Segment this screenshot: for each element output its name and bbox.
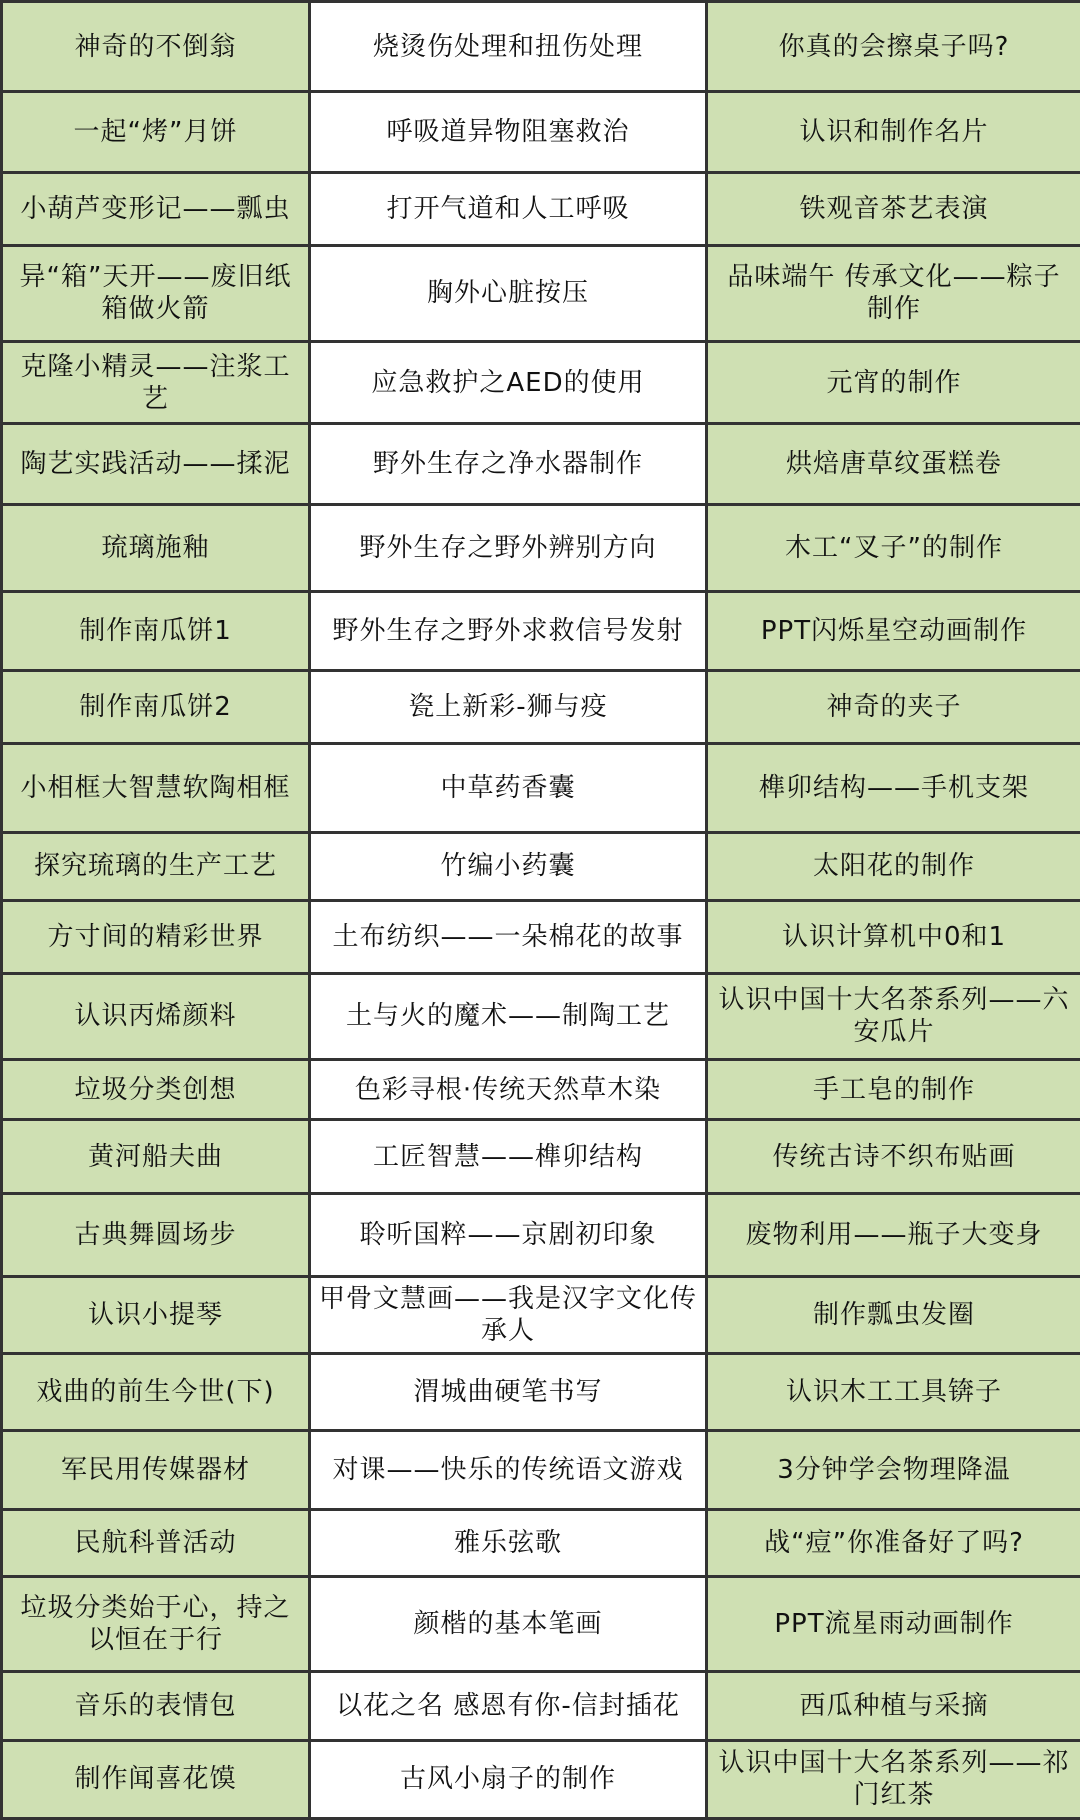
course-cell-middle: 野外生存之野外辨别方向 [310, 504, 707, 591]
course-cell-middle: 应急救护之AED的使用 [310, 342, 707, 424]
course-cell-middle: 野外生存之净水器制作 [310, 424, 707, 504]
table-row [2, 1509, 1080, 1577]
course-cell-right: 认识和制作名片 [707, 92, 1080, 172]
course-cell-right: 认识木工工具锛子 [707, 1354, 1080, 1431]
course-cell-right: 手工皂的制作 [707, 1059, 1080, 1120]
course-cell-middle: 渭城曲硬笔书写 [310, 1354, 707, 1431]
course-cell-middle: 聆听国粹——京剧初印象 [310, 1193, 707, 1277]
course-cell-left: 陶艺实践活动——揉泥 [2, 424, 310, 504]
table-row [2, 92, 1080, 172]
table-row [2, 504, 1080, 591]
table-row [2, 1277, 1080, 1354]
course-cell-left: 黄河船夫曲 [2, 1120, 310, 1193]
course-cell-right: 认识中国十大名茶系列——六安瓜片 [707, 973, 1080, 1059]
course-cell-right: 战“痘”你准备好了吗? [707, 1509, 1080, 1577]
course-cell-right: 制作瓢虫发圈 [707, 1277, 1080, 1354]
table-row [2, 1672, 1080, 1741]
course-cell-right: PPT流星雨动画制作 [707, 1577, 1080, 1672]
course-cell-right: 品味端午 传承文化——粽子制作 [707, 245, 1080, 341]
course-cell-middle: 瓷上新彩-狮与疫 [310, 670, 707, 743]
course-cell-middle: 呼吸道异物阻塞救治 [310, 92, 707, 172]
course-cell-right: 认识中国十大名茶系列——祁门红茶 [707, 1740, 1080, 1818]
table-row [2, 1193, 1080, 1277]
table-row [2, 900, 1080, 973]
course-cell-left: 戏曲的前生今世(下) [2, 1354, 310, 1431]
course-cell-left: 古典舞圆场步 [2, 1193, 310, 1277]
course-cell-left: 认识丙烯颜料 [2, 973, 310, 1059]
course-cell-right: 烘焙唐草纹蛋糕卷 [707, 424, 1080, 504]
table-row [2, 670, 1080, 743]
course-cell-middle: 甲骨文慧画——我是汉字文化传承人 [310, 1277, 707, 1354]
course-cell-middle: 对课——快乐的传统语文游戏 [310, 1430, 707, 1509]
table-row [2, 1059, 1080, 1120]
table-row [2, 1430, 1080, 1509]
course-cell-right: 铁观音茶艺表演 [707, 172, 1080, 245]
table-row [2, 833, 1080, 901]
course-cell-left: 制作南瓜饼2 [2, 670, 310, 743]
course-cell-right: 太阳花的制作 [707, 833, 1080, 901]
table-row [2, 245, 1080, 341]
course-cell-left: 异“箱”天开——废旧纸箱做火箭 [2, 245, 310, 341]
table-row [2, 424, 1080, 504]
course-cell-left: 音乐的表情包 [2, 1672, 310, 1741]
table-row [2, 1577, 1080, 1672]
course-cell-left: 探究琉璃的生产工艺 [2, 833, 310, 901]
course-cell-left: 认识小提琴 [2, 1277, 310, 1354]
table-row [2, 743, 1080, 832]
table-row [2, 973, 1080, 1059]
course-cell-right: PPT闪烁星空动画制作 [707, 591, 1080, 670]
course-cell-left: 神奇的不倒翁 [2, 2, 310, 92]
course-cell-middle: 古风小扇子的制作 [310, 1740, 707, 1818]
table-row [2, 172, 1080, 245]
course-cell-left: 民航科普活动 [2, 1509, 310, 1577]
course-table-body [2, 2, 1080, 1819]
course-cell-middle: 野外生存之野外求救信号发射 [310, 591, 707, 670]
course-cell-right: 木工“叉子”的制作 [707, 504, 1080, 591]
course-cell-middle: 色彩寻根·传统天然草木染 [310, 1059, 707, 1120]
course-cell-middle: 竹编小药囊 [310, 833, 707, 901]
course-cell-left: 垃圾分类始于心，持之以恒在于行 [2, 1577, 310, 1672]
course-cell-middle: 胸外心脏按压 [310, 245, 707, 341]
course-cell-right: 西瓜种植与采摘 [707, 1672, 1080, 1741]
course-cell-left: 制作南瓜饼1 [2, 591, 310, 670]
course-cell-middle: 雅乐弦歌 [310, 1509, 707, 1577]
course-cell-middle: 烧烫伤处理和扭伤处理 [310, 2, 707, 92]
course-cell-right: 元宵的制作 [707, 342, 1080, 424]
course-cell-middle: 土布纺织——一朵棉花的故事 [310, 900, 707, 973]
course-cell-left: 一起“烤”月饼 [2, 92, 310, 172]
table-row [2, 342, 1080, 424]
course-cell-left: 琉璃施釉 [2, 504, 310, 591]
course-cell-right: 榫卯结构——手机支架 [707, 743, 1080, 832]
table-row [2, 2, 1080, 92]
course-cell-middle: 以花之名 感恩有你-信封插花 [310, 1672, 707, 1741]
course-cell-left: 小相框大智慧软陶相框 [2, 743, 310, 832]
course-cell-right: 认识计算机中0和1 [707, 900, 1080, 973]
course-cell-left: 克隆小精灵——注浆工艺 [2, 342, 310, 424]
table-row [2, 1120, 1080, 1193]
course-cell-left: 军民用传媒器材 [2, 1430, 310, 1509]
course-cell-right: 传统古诗不织布贴画 [707, 1120, 1080, 1193]
table-row [2, 591, 1080, 670]
course-cell-middle: 工匠智慧——榫卯结构 [310, 1120, 707, 1193]
course-cell-left: 垃圾分类创想 [2, 1059, 310, 1120]
course-cell-left: 方寸间的精彩世界 [2, 900, 310, 973]
table-row [2, 1740, 1080, 1818]
course-cell-middle: 土与火的魔术——制陶工艺 [310, 973, 707, 1059]
course-cell-left: 制作闻喜花馍 [2, 1740, 310, 1818]
table-row [2, 1354, 1080, 1431]
course-cell-right: 废物利用——瓶子大变身 [707, 1193, 1080, 1277]
course-cell-middle: 打开气道和人工呼吸 [310, 172, 707, 245]
course-cell-middle: 颜楷的基本笔画 [310, 1577, 707, 1672]
course-cell-middle: 中草药香囊 [310, 743, 707, 832]
course-cell-right: 神奇的夹子 [707, 670, 1080, 743]
course-cell-right: 3分钟学会物理降温 [707, 1430, 1080, 1509]
course-cell-left: 小葫芦变形记——瓢虫 [2, 172, 310, 245]
course-cell-right: 你真的会擦桌子吗? [707, 2, 1080, 92]
